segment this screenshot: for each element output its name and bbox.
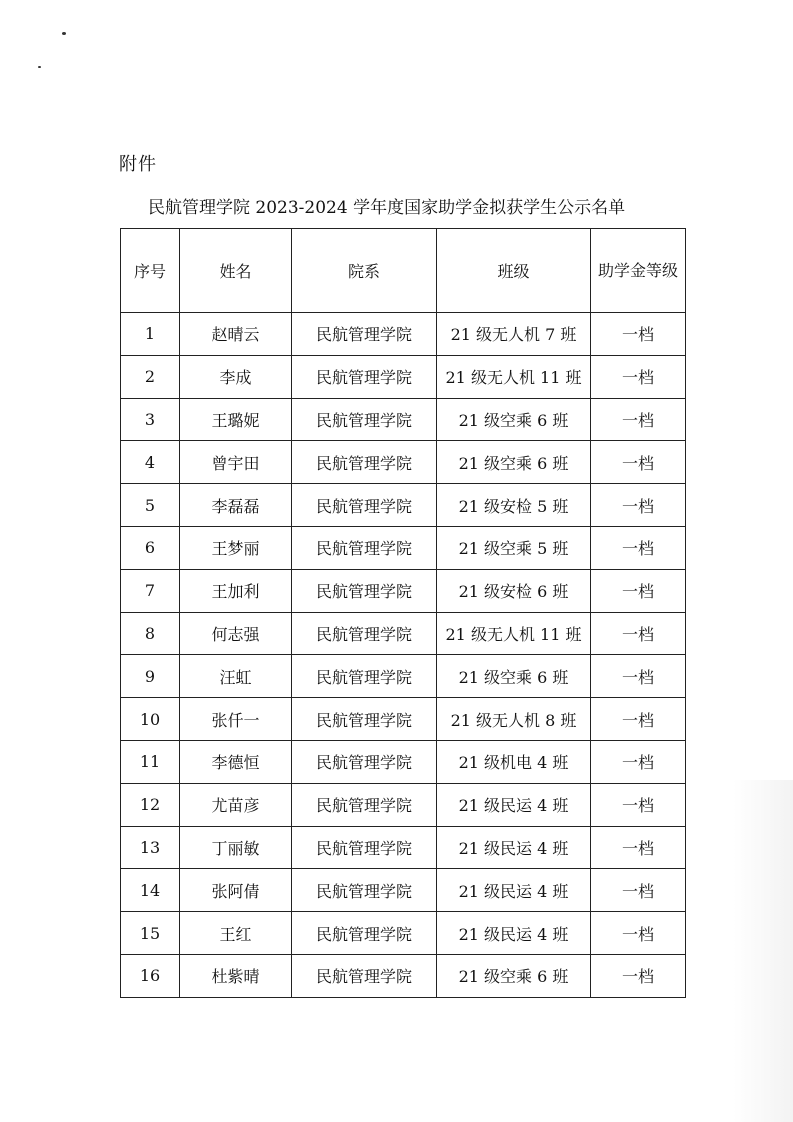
- cell-department: 民航管理学院: [292, 954, 437, 997]
- table-row: [121, 484, 686, 527]
- cell-level: 一档: [591, 826, 686, 869]
- cell-department: 民航管理学院: [292, 912, 437, 955]
- cell-index: 14: [121, 869, 180, 912]
- cell-index: 8: [121, 612, 180, 655]
- cell-department: 民航管理学院: [292, 355, 437, 398]
- scan-speck: [62, 32, 66, 35]
- table-row: [121, 826, 686, 869]
- table-header-row: [121, 229, 686, 313]
- cell-index: 9: [121, 655, 180, 698]
- table-row: [121, 355, 686, 398]
- cell-name: 张仟一: [180, 698, 292, 741]
- cell-class: 21 级无人机 11 班: [437, 612, 591, 655]
- cell-index: 13: [121, 826, 180, 869]
- cell-department: 民航管理学院: [292, 612, 437, 655]
- table-row: [121, 740, 686, 783]
- cell-index: 2: [121, 355, 180, 398]
- cell-level: 一档: [591, 954, 686, 997]
- cell-department: 民航管理学院: [292, 783, 437, 826]
- cell-name: 赵晴云: [180, 313, 292, 356]
- cell-level: 一档: [591, 612, 686, 655]
- header-level: 助学金等级: [591, 229, 686, 313]
- cell-index: 6: [121, 526, 180, 569]
- cell-class: 21 级空乘 6 班: [437, 954, 591, 997]
- cell-index: 5: [121, 484, 180, 527]
- cell-level: 一档: [591, 441, 686, 484]
- scan-speck: [38, 66, 41, 68]
- cell-level: 一档: [591, 655, 686, 698]
- cell-class: 21 级空乘 5 班: [437, 526, 591, 569]
- cell-level: 一档: [591, 912, 686, 955]
- table-row: [121, 569, 686, 612]
- table-row: [121, 869, 686, 912]
- cell-department: 民航管理学院: [292, 698, 437, 741]
- cell-level: 一档: [591, 355, 686, 398]
- cell-name: 杜紫晴: [180, 954, 292, 997]
- cell-class: 21 级无人机 7 班: [437, 313, 591, 356]
- cell-index: 3: [121, 398, 180, 441]
- cell-department: 民航管理学院: [292, 869, 437, 912]
- attachment-label: 附件: [119, 154, 157, 175]
- cell-name: 王璐妮: [180, 398, 292, 441]
- cell-level: 一档: [591, 526, 686, 569]
- cell-class: 21 级民运 4 班: [437, 869, 591, 912]
- cell-level: 一档: [591, 740, 686, 783]
- cell-class: 21 级民运 4 班: [437, 826, 591, 869]
- cell-index: 11: [121, 740, 180, 783]
- cell-name: 尤苗彦: [180, 783, 292, 826]
- cell-class: 21 级民运 4 班: [437, 783, 591, 826]
- table-row: [121, 698, 686, 741]
- cell-index: 4: [121, 441, 180, 484]
- table-body: [121, 313, 686, 998]
- header-name: 姓名: [180, 229, 292, 313]
- cell-class: 21 级无人机 11 班: [437, 355, 591, 398]
- cell-index: 10: [121, 698, 180, 741]
- cell-index: 12: [121, 783, 180, 826]
- cell-level: 一档: [591, 569, 686, 612]
- header-class: 班级: [437, 229, 591, 313]
- cell-class: 21 级空乘 6 班: [437, 655, 591, 698]
- cell-level: 一档: [591, 313, 686, 356]
- cell-level: 一档: [591, 783, 686, 826]
- cell-department: 民航管理学院: [292, 569, 437, 612]
- cell-level: 一档: [591, 869, 686, 912]
- table-row: [121, 655, 686, 698]
- table-row: [121, 954, 686, 997]
- table-row: [121, 612, 686, 655]
- cell-name: 曾宇田: [180, 441, 292, 484]
- table-row: [121, 441, 686, 484]
- scholarship-table: [120, 228, 686, 998]
- cell-class: 21 级空乘 6 班: [437, 398, 591, 441]
- cell-name: 王梦丽: [180, 526, 292, 569]
- table-row: [121, 912, 686, 955]
- cell-department: 民航管理学院: [292, 484, 437, 527]
- cell-index: 7: [121, 569, 180, 612]
- table-row: [121, 398, 686, 441]
- cell-name: 张阿倩: [180, 869, 292, 912]
- cell-department: 民航管理学院: [292, 398, 437, 441]
- cell-class: 21 级机电 4 班: [437, 740, 591, 783]
- cell-class: 21 级安检 5 班: [437, 484, 591, 527]
- cell-department: 民航管理学院: [292, 740, 437, 783]
- cell-index: 15: [121, 912, 180, 955]
- cell-name: 王加利: [180, 569, 292, 612]
- cell-level: 一档: [591, 484, 686, 527]
- header-index: 序号: [121, 229, 180, 313]
- cell-department: 民航管理学院: [292, 655, 437, 698]
- document-title: 民航管理学院 2023-2024 学年度国家助学金拟获学生公示名单: [148, 198, 626, 218]
- table-row: [121, 783, 686, 826]
- cell-department: 民航管理学院: [292, 826, 437, 869]
- cell-level: 一档: [591, 398, 686, 441]
- table-row: [121, 313, 686, 356]
- cell-class: 21 级空乘 6 班: [437, 441, 591, 484]
- scan-edge-shadow: [733, 780, 793, 1122]
- cell-class: 21 级安检 6 班: [437, 569, 591, 612]
- cell-department: 民航管理学院: [292, 313, 437, 356]
- cell-index: 1: [121, 313, 180, 356]
- header-department: 院系: [292, 229, 437, 313]
- cell-level: 一档: [591, 698, 686, 741]
- cell-name: 李成: [180, 355, 292, 398]
- cell-department: 民航管理学院: [292, 441, 437, 484]
- cell-index: 16: [121, 954, 180, 997]
- cell-name: 王红: [180, 912, 292, 955]
- cell-name: 汪虹: [180, 655, 292, 698]
- table-row: [121, 526, 686, 569]
- cell-class: 21 级无人机 8 班: [437, 698, 591, 741]
- cell-name: 何志强: [180, 612, 292, 655]
- cell-name: 丁丽敏: [180, 826, 292, 869]
- cell-name: 李德恒: [180, 740, 292, 783]
- cell-name: 李磊磊: [180, 484, 292, 527]
- cell-class: 21 级民运 4 班: [437, 912, 591, 955]
- cell-department: 民航管理学院: [292, 526, 437, 569]
